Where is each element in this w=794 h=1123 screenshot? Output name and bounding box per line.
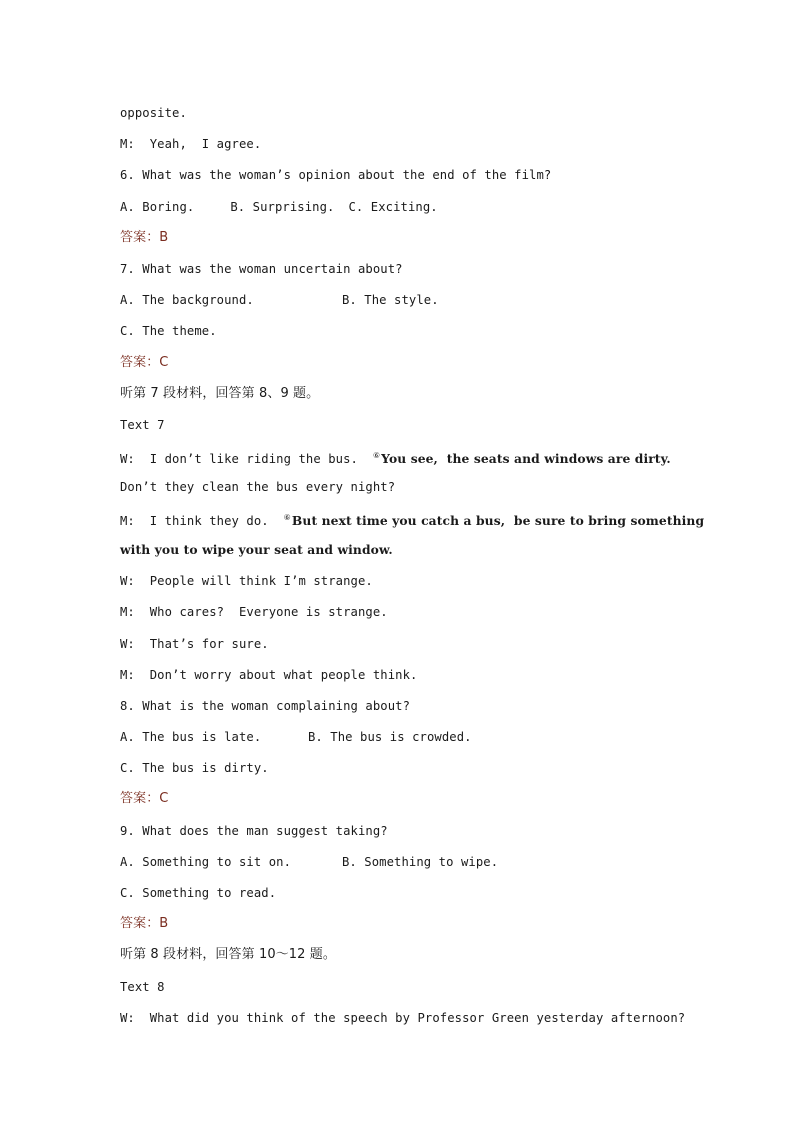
- answer-7: 答案：C: [120, 354, 169, 370]
- option-b: B. The bus is crowded.: [308, 730, 472, 745]
- options-8-row1: [120, 724, 720, 755]
- option-a: A. The background.: [120, 293, 254, 308]
- dialogue-line: M: Who cares? Everyone is strange.: [120, 605, 388, 620]
- dialogue-line: Don’t they clean the bus every night?: [120, 480, 396, 495]
- question-6: 6. What was the woman’s opinion about the end of the film?: [120, 168, 552, 183]
- options-7-row1: [120, 287, 720, 318]
- question-8: 8. What is the woman complaining about?: [120, 698, 411, 713]
- dialogue-line: W: I don’t like riding the bus. ⑥You see, the seats and windows are dirty.: [120, 451, 671, 467]
- option-c: C. Exciting.: [348, 199, 438, 214]
- circled-number-mark: ⑥: [372, 451, 381, 461]
- options-9-row1: [120, 849, 720, 880]
- option-c: C. The theme.: [120, 324, 217, 339]
- section-heading-8: 听第 8 段材料，回答第 10～12 题。: [120, 947, 336, 963]
- options-6: [120, 194, 720, 225]
- dialogue-line: opposite.: [120, 106, 187, 120]
- option-b: B. Surprising.: [230, 199, 335, 214]
- document-body: [120, 100, 720, 1036]
- option-b: B. Something to wipe.: [342, 854, 499, 869]
- question-7: 7. What was the woman uncertain about?: [120, 261, 403, 276]
- answer-6: 答案：B: [120, 229, 169, 245]
- answer-9: 答案：B: [120, 916, 169, 932]
- option-c: C. Something to read.: [120, 886, 277, 900]
- option-c: C. The bus is dirty.: [120, 761, 269, 776]
- option-b: B. The style.: [342, 293, 439, 308]
- dialogue-line: M: Don’t worry about what people think.: [120, 667, 418, 682]
- highlighted-sentence: But next time you catch a bus, be sure to bring something: [291, 513, 705, 529]
- dialogue-line: M: I think they do. ⑥But next time you catch a bus, be sure to bring something: [120, 513, 705, 529]
- highlighted-sentence: You see, the seats and windows are dirty.: [381, 451, 671, 467]
- dialogue-line: W: That’s for sure.: [120, 636, 269, 651]
- highlighted-sentence: with you to wipe your seat and window.: [120, 541, 393, 557]
- dialogue-line: W: What did you think of the speech by Professor Green yesterday afternoon?: [120, 1010, 686, 1025]
- answer-8: 答案：C: [120, 791, 169, 807]
- circled-number-mark: ⑥: [283, 513, 291, 523]
- dialogue-line: M: Yeah, I agree.: [120, 137, 262, 152]
- option-a: A. The bus is late.: [120, 730, 262, 745]
- question-9: 9. What does the man suggest taking?: [120, 823, 388, 838]
- dialogue-line: W: People will think I’m strange.: [120, 574, 373, 589]
- option-a: A. Boring.: [120, 199, 195, 214]
- text-label-8: Text 8: [120, 979, 165, 994]
- option-a: A. Something to sit on.: [120, 854, 292, 869]
- section-heading-7: 听第 7 段材料，回答第 8、9 题。: [120, 385, 320, 401]
- text-label-7: Text 7: [120, 417, 165, 432]
